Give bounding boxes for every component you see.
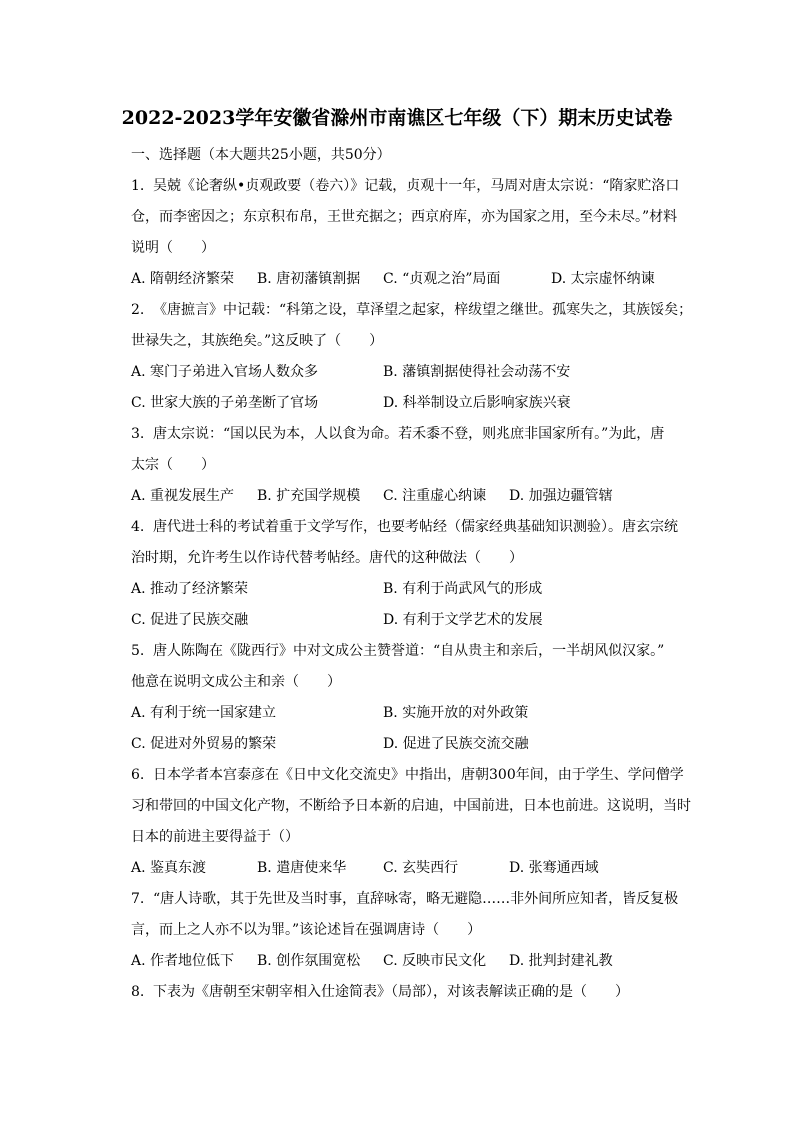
question-number: 7. [131,891,145,907]
question-2 [131,295,701,419]
option-d[interactable]: D. 促进了民族交流交融 [383,736,529,752]
question-line: 唐人陈陶在《陇西行》中对文成公主赞誉道：“自从贵主和亲后，一半胡风似汉家。” [153,643,665,659]
option-d[interactable]: D. 批判封建礼教 [509,953,613,969]
option-a[interactable]: A. 重视发展生产 [131,488,235,504]
option-c[interactable]: C. 注重虚心纳谏 [383,488,487,504]
option-b[interactable]: B. 实施开放的对外政策 [383,705,529,721]
option-c[interactable]: C. 促进对外贸易的繁荣 [131,736,277,752]
exam-content [131,140,701,1008]
question-text [131,512,701,543]
option-b[interactable]: B. 创作氛围宽松 [257,953,361,969]
question-line: 说明（ ） [131,240,215,256]
options-row [131,605,701,636]
question-text [131,977,701,1008]
question-text [131,884,701,915]
question-number: 6. [131,767,145,783]
options-row [131,388,701,419]
options-row [131,853,701,884]
option-c[interactable]: C. “贞观之治”局面 [383,271,501,287]
question-number: 5. [131,643,145,659]
option-a[interactable]: A. 作者地位低下 [131,953,235,969]
question-6 [131,760,701,884]
question-number: 2. [131,302,145,318]
question-line: 《唐摭言》中记载：“科第之设，草泽望之起家，梓绂望之继世。孤寒失之，其族馁矣； [153,302,693,318]
question-line: 习和带回的中国文化产物，不断给予日本新的启迪，中国前进，日本也前进。这说明，当时 [131,798,691,814]
question-line: 言，而上之人亦不以为罪。”该论述旨在强调唐诗（ ） [131,922,482,938]
question-number: 8. [131,984,145,1000]
option-d[interactable]: D. 太宗虚怀纳谏 [551,271,655,287]
option-c[interactable]: C. 促进了民族交融 [131,612,249,628]
question-7 [131,884,701,977]
option-d[interactable]: D. 有利于文学艺术的发展 [383,612,543,628]
question-line: 下表为《唐朝至宋朝宰相入仕途简表》（局部），对该表解读正确的是（ ） [153,984,629,1000]
question-5 [131,636,701,760]
section-heading: 一、选择题（本大题共25小题，共50分） [131,147,391,163]
question-line: 世禄失之，其族绝矣。”这反映了（ ） [131,333,384,349]
question-line: 唐代进士科的考试着重于文学写作，也要考帖经（儒家经典基础知识测验）。唐玄宗统 [153,519,678,535]
options-row [131,481,701,512]
option-b[interactable]: B. 有利于尚武风气的形成 [383,581,543,597]
options-row [131,698,701,729]
question-8 [131,977,701,1008]
option-a[interactable]: A. 隋朝经济繁荣 [131,271,235,287]
question-line: 治时期，允许考生以作诗代替考帖经。唐代的这种做法（ ） [131,550,523,566]
options-row [131,574,701,605]
option-a[interactable]: A. 寒门子弟进入官场人数众多 [131,364,319,380]
option-c[interactable]: C. 世家大族的子弟垄断了官场 [131,395,319,411]
options-row [131,946,701,977]
question-line: 太宗（ ） [131,457,215,473]
question-1 [131,171,701,295]
question-text [131,419,701,450]
options-row [131,264,701,295]
options-row [131,729,701,760]
question-3 [131,419,701,512]
option-b[interactable]: B. 藩镇割据使得社会动荡不安 [383,364,571,380]
option-a[interactable]: A. 推动了经济繁荣 [131,581,249,597]
question-number: 4. [131,519,145,535]
option-d[interactable]: D. 加强边疆管辖 [509,488,613,504]
option-b[interactable]: B. 唐初藩镇割据 [257,271,361,287]
question-line: “唐人诗歌，其于先世及当时事，直辞咏寄，略无避隐……非外间所应知者，皆反复极 [153,891,679,907]
question-text [131,171,701,202]
option-d[interactable]: D. 张骞通西域 [509,860,599,876]
option-b[interactable]: B. 遣唐使来华 [257,860,347,876]
option-a[interactable]: A. 有利于统一国家建立 [131,705,277,721]
question-text [131,760,701,791]
question-line: 仓，而李密因之；东京积布帛，王世充据之；西京府库，亦为国家之用，至今未尽。”材料 [131,209,678,225]
question-number: 1. [131,178,145,194]
exam-title: 2022-2023学年安徽省滁州市南谯区七年级（下）期末历史试卷 [121,107,673,129]
option-a[interactable]: A. 鉴真东渡 [131,860,207,876]
question-4 [131,512,701,636]
question-text [131,295,701,326]
option-c[interactable]: C. 玄奘西行 [383,860,459,876]
question-number: 3. [131,426,145,442]
option-b[interactable]: B. 扩充国学规模 [257,488,361,504]
question-text [131,636,701,667]
option-d[interactable]: D. 科举制设立后影响家族兴衰 [383,395,571,411]
option-c[interactable]: C. 反映市民文化 [383,953,487,969]
question-line: 吴兢《论奢纵•贞观政要（卷六）》记载，贞观十一年，马周对唐太宗说：“隋家贮洛口 [153,178,680,194]
options-row [131,357,701,388]
question-line: 日本的前进主要得益于（） [131,829,299,845]
question-line: 唐太宗说：“国以民为本，人以食为命。若禾黍不登，则兆庶非国家所有。”为此，唐 [153,426,665,442]
question-line: 他意在说明文成公主和亲（ ） [131,674,341,690]
question-line: 日本学者本宫泰彦在《日中文化交流史》中指出，唐朝300年间，由于学生、学问僧学 [153,767,684,783]
